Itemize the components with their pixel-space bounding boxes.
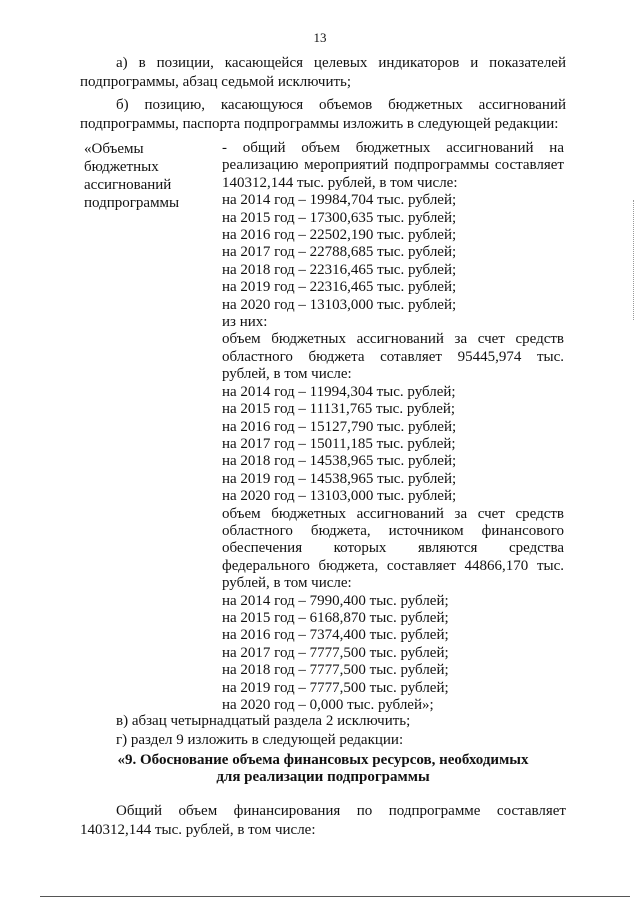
total-year-line: на 2015 год – 17300,635 тыс. рублей; <box>222 209 457 226</box>
of-them: из них: <box>222 314 268 331</box>
scan-edge-mark <box>632 200 634 320</box>
regional-year-line: на 2020 год – 13103,000 тыс. рублей; <box>222 488 457 505</box>
bottom-rule <box>40 896 630 897</box>
passport-row-value <box>222 140 564 714</box>
total-year-line: на 2020 год – 13103,000 тыс. рублей; <box>222 296 457 313</box>
section-heading <box>80 752 566 786</box>
regional-year-line: на 2015 год – 11131,765 тыс. рублей; <box>222 401 456 418</box>
item-b: б) позицию, касающуюся объемов бюджетных ассигнований подпрограммы, паспорта подпрограммы изложить в следующей редакции: <box>80 97 566 132</box>
regional-year-line: на 2014 год – 11994,304 тыс. рублей; <box>222 383 456 400</box>
total-year-line: на 2017 год – 22788,685 тыс. рублей; <box>222 244 457 261</box>
regional-year-line: на 2017 год – 15011,185 тыс. рублей; <box>222 435 456 452</box>
total-year-line: на 2016 год – 22502,190 тыс. рублей; <box>222 227 457 244</box>
total-year-line: на 2019 год – 22316,465 тыс. рублей; <box>222 279 457 296</box>
federal-year-line: на 2015 год – 6168,870 тыс. рублей; <box>222 609 449 626</box>
label-line: подпрограммы <box>84 195 180 211</box>
federal-year-line: на 2017 год – 7777,500 тыс. рублей; <box>222 644 449 661</box>
federal-year-line: на 2014 год – 7990,400 тыс. рублей; <box>222 592 449 609</box>
federal-year-line: на 2016 год – 7374,400 тыс. рублей; <box>222 627 449 644</box>
section-heading-line: «9. Обоснование объема финансовых ресурсов, необходимых <box>117 752 529 768</box>
section-heading-line: для реализации подпрограммы <box>216 769 430 785</box>
regional-intro: объем бюджетных ассигнований за счет средств областного бюджета сотавляет 95445,974 тыс. рублей, в том числе: <box>222 331 564 383</box>
federal-year-line: на 2019 год – 7777,500 тыс. рублей; <box>222 679 449 696</box>
final-paragraph: Общий объем финансирования по подпрограмме составляет 140312,144 тыс. рублей, в том числе: <box>80 803 566 838</box>
total-year-line: на 2018 год – 22316,465 тыс. рублей; <box>222 261 457 278</box>
item-a: а) в позиции, касающейся целевых индикаторов и показателей подпрограммы, абзац седьмой исключить; <box>80 55 566 90</box>
total-year-line: на 2014 год – 19984,704 тыс. рублей; <box>222 192 457 209</box>
total-intro: - общий объем бюджетных ассигнований на реализацию мероприятий подпрограммы составляет 140312,144 тыс. рублей, в том числе: <box>222 140 564 191</box>
federal-intro: объем бюджетных ассигнований за счет средств областного бюджета, источником финансового обеспечения которых являются средства федерального бюджета, составляет 44866,170 тыс. рублей, в том числе: <box>222 505 564 592</box>
passport-row-label <box>84 140 204 212</box>
federal-year-line: на 2020 год – 0,000 тыс. рублей»; <box>222 697 434 713</box>
regional-year-line: на 2018 год – 14538,965 тыс. рублей; <box>222 453 457 470</box>
label-line: бюджетных <box>84 159 159 175</box>
page-number: 13 <box>313 30 327 45</box>
regional-year-line: на 2016 год – 15127,790 тыс. рублей; <box>222 418 457 435</box>
label-line: «Объемы <box>84 141 144 157</box>
item-v: в) абзац четырнадцатый раздела 2 исключить; <box>116 713 411 729</box>
federal-year-line: на 2018 год – 7777,500 тыс. рублей; <box>222 662 449 679</box>
item-g: г) раздел 9 изложить в следующей редакции: <box>116 732 404 748</box>
regional-year-line: на 2019 год – 14538,965 тыс. рублей; <box>222 470 457 487</box>
label-line: ассигнований <box>84 177 172 193</box>
